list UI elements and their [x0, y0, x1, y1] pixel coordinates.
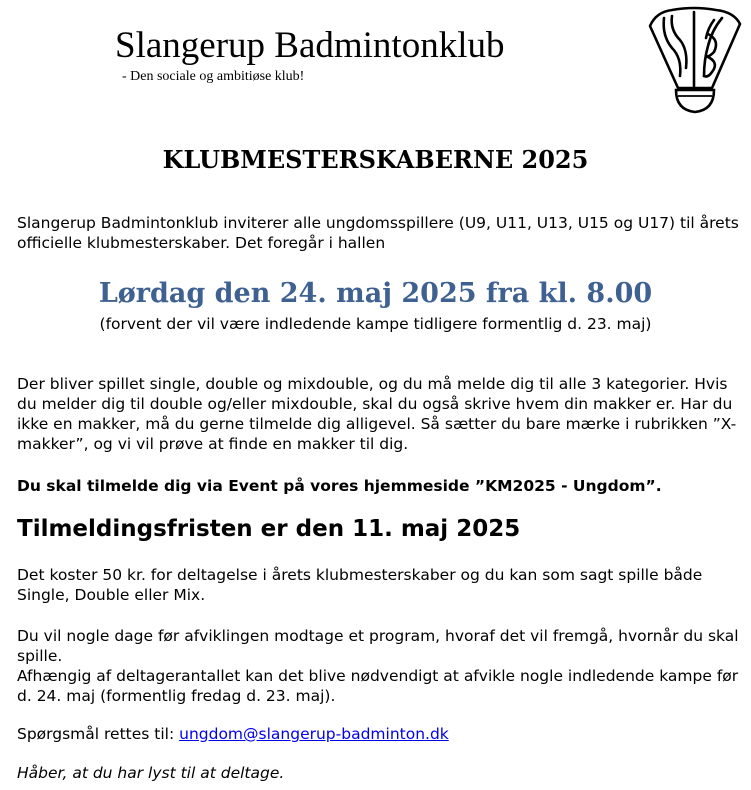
signup-deadline: Tilmeldingsfristen er den 11. maj 2025 — [17, 516, 521, 542]
club-logo-shuttlecock-icon — [642, 6, 746, 116]
club-name: Slangerup Badmintonklub — [115, 25, 505, 66]
closing-line: Håber, at du har lyst til at deltage. — [17, 764, 285, 782]
page-title: KLUBMESTERSKABERNE 2025 — [162, 145, 589, 174]
contact-label: Spørgsmål rettes til: — [17, 725, 175, 743]
dependency-text: Afhængig af deltagerantallet kan det blive nødvendigt at afvikle nogle indledende kampe før d. 24. maj (formentlig fredag d. 23. maj). — [17, 667, 739, 705]
event-date-note: (forvent der vil være indledende kampe tidligere formentlig d. 23. maj) — [99, 315, 652, 333]
price-paragraph: Det koster 50 kr. for deltagelse i årets klubmesterskaber og du kan som sagt spille både Single, Double eller Mix. — [17, 566, 703, 604]
program-text: Du vil nogle dage før afviklingen modtage et program, hvoraf det vil fremgå, hvornår du skal spille. — [17, 627, 739, 665]
contact-line — [17, 724, 745, 744]
categories-paragraph: Der bliver spillet single, double og mixdouble, og du må melde dig til alle 3 kategorier. Hvis du melder dig til double og/eller mixdouble, skal du også skrive hvem din makker er. Har du ikke en makker, må du gerne tilmelde dig alligevel. Så sætter du bare mærke i rubrikken ”X- makker”, og vi vil prøve at finde en makker til dig. — [17, 375, 737, 453]
contact-email-link[interactable]: ungdom@slangerup-badminton.dk — [179, 725, 449, 743]
club-tagline: - Den sociale og ambitiøse klub! — [122, 69, 305, 84]
event-date-headline: Lørdag den 24. maj 2025 fra kl. 8.00 — [98, 278, 653, 309]
signup-instruction: Du skal tilmelde dig via Event på vores hjemmeside ”KM2025 - Ungdom”. — [17, 477, 662, 495]
program-paragraph — [17, 626, 745, 706]
intro-paragraph: Slangerup Badmintonklub inviterer alle ungdomsspillere (U9, U11, U13, U15 og U17) til årets officielle klubmesterskaber. Det foregår i hallen — [17, 214, 739, 252]
